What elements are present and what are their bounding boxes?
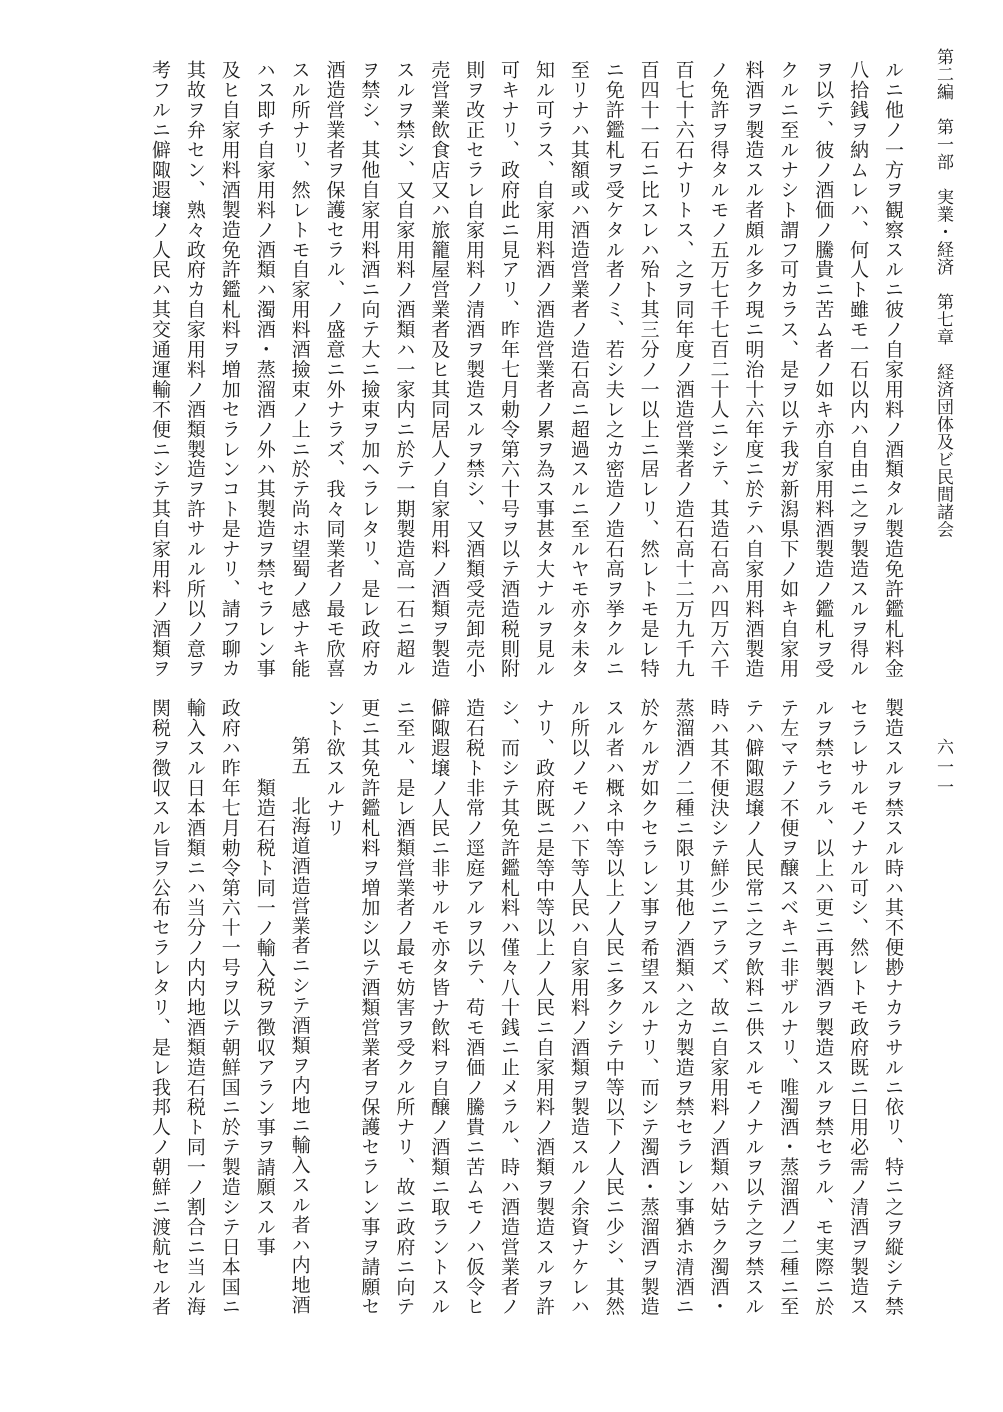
- text-line: 政府ハ昨年七月勅令第六十一号ヲ以テ朝鮮国ニ於テ製造シテ日本国ニ: [218, 698, 241, 1317]
- text-line: シ、而シテ其免許鑑札料ハ僅々八十銭ニ止メラル、時ハ酒造営業者ノ: [498, 698, 521, 1317]
- text-line: ル所以ノモノハ下等人民ハ自家用料ノ酒類ヲ製造スルノ余資ナケレハ: [567, 698, 590, 1317]
- text-line: 可キナリ、政府此ニ見アリ、昨年七月勅令第六十号ヲ以テ酒造税則附: [498, 60, 521, 679]
- text-line: 其故ヲ弁セン、熟々政府カ自家用料ノ酒類製造ヲ許サルル所以ノ意ヲ: [183, 60, 206, 679]
- text-line: ルヲ禁セラル、以上ハ更ニ再製酒ヲ製造スルヲ禁セラル、モ実際ニ於: [812, 698, 835, 1317]
- section-heading-continuation: 類造石税ト同一ノ輸入税ヲ徴収アラン事ヲ請願スル事: [253, 778, 276, 1257]
- text-line: 製造スルヲ禁スル時ハ其不便尠ナカラサルニ依リ、特ニ之ヲ縦シテ禁: [882, 698, 904, 1317]
- text-line: 百四十一石ニ比スレハ殆ト其三分ノ一以上ニ居レリ、然レトモ是レ特: [637, 60, 660, 679]
- text-line: 八拾銭ヲ納ムレハ、何人ト雖モ一石以内ハ自由ニ之ヲ製造スルヲ得ル: [847, 60, 870, 679]
- text-line: 則ヲ改正セラレ自家用料ノ清酒ヲ製造スルヲ禁シ、又酒類受売卸売小: [463, 60, 486, 679]
- page-number: 六一一: [933, 738, 953, 798]
- text-line: 売営業飲食店又ハ旅籠屋営業者及ヒ其同居人ノ自家用料ノ酒類ヲ製造: [428, 60, 451, 679]
- text-line: ント欲スルナリ: [323, 698, 346, 838]
- text-line: ヲ禁シ、其他自家用料酒ニ向テ大ニ撿束ヲ加ヘラレタリ、是レ政府カ: [358, 60, 381, 679]
- text-line: ノ免許ヲ得タルモノ五万七千七百二十人ニシテ、其造石高ハ四万六千: [707, 60, 730, 679]
- text-line: ヲ以テ、彼ノ酒価ノ騰貴ニ苦ム者ノ如キ亦自家用料酒製造ノ鑑札ヲ受: [812, 60, 835, 679]
- section-heading: 第五 北海道酒造営業者ニシテ酒類ヲ内地ニ輸入スル者ハ内地酒: [288, 736, 311, 1315]
- text-line: テ左マテノ不便ヲ醸スベキニ非ザルナリ、唯濁酒・蒸溜酒ノ二種ニ至: [777, 698, 800, 1317]
- text-line: 料酒ヲ製造スル者頗ル多ク現ニ明治十六年度ニ於テハ自家用料酒製造: [742, 60, 765, 679]
- text-line: 輸入スル日本酒類ニハ当分ノ内内地酒類造石税ト同一ノ割合ニ当ル海: [183, 698, 206, 1317]
- text-line: クルニ至ルナシト謂フ可カラス、是ヲ以テ我ガ新潟県下ノ如キ自家用: [777, 60, 800, 679]
- running-head: 第二編 第一部 実業・経済 第七章 経済団体及ビ民間諸会: [933, 48, 953, 538]
- text-line: 至リナハ其額或ハ酒造営業者ノ造石高ニ超過スルニ至ルヤモ亦タ未タ: [567, 60, 590, 679]
- text-line: 及ヒ自家用料酒製造免許鑑札料ヲ増加セラレンコト是ナリ、請フ聊カ: [218, 60, 241, 679]
- text-line: ニ至ル、是レ酒類営業者ノ最モ妨害ヲ受クル所ナリ、故ニ政府ニ向テ: [393, 698, 416, 1317]
- text-line: 於ケルガ如クセラレン事ヲ希望スルナリ、而シテ濁酒・蒸溜酒ヲ製造: [637, 698, 660, 1317]
- text-line: 僻陬遐壌ノ人民ニ非サルモ亦タ皆ナ飲料ヲ自醸ノ酒類ニ取ラントスル: [428, 698, 451, 1317]
- text-line: スルヲ禁シ、又自家用料ノ酒類ハ一家内ニ於テ一期製造高一石ニ超ル: [393, 60, 416, 679]
- text-line: 関税ヲ徴収スル旨ヲ公布セラレタリ、是レ我邦人ノ朝鮮ニ渡航セル者: [148, 698, 171, 1317]
- text-line: 酒造営業者ヲ保護セラル、ノ盛意ニ外ナラズ、我々同業者ノ最モ欣喜: [323, 60, 346, 679]
- text-line: ニ免許鑑札ヲ受ケタル者ノミ、若シ夫レ之カ密造ノ造石高ヲ挙クルニ: [602, 60, 625, 679]
- text-line: テハ僻陬遐壌ノ人民常ニ之ヲ飲料ニ供スルモノナルヲ以テ之ヲ禁スル: [742, 698, 765, 1317]
- text-line: ナリ、政府既ニ是等中等以上ノ人民ニ自家用料ノ酒類ヲ製造スルヲ許: [532, 698, 555, 1317]
- text-line: 更ニ其免許鑑札料ヲ増加シ以テ酒類営業者ヲ保護セラレン事ヲ請願セ: [358, 698, 381, 1317]
- text-line: 考フルニ僻陬遐壌ノ人民ハ其交通運輸不便ニシテ其自家用料ノ酒類ヲ: [148, 60, 171, 679]
- text-line: 知ル可ラス、自家用料酒ノ酒造営業者ノ累ヲ為ス事甚タ大ナルヲ見ル: [532, 60, 555, 679]
- text-line: 百七十六石ナリトス、之ヲ同年度ノ酒造営業者ノ造石高十二万九千九: [672, 60, 695, 679]
- text-line: 造石税ト非常ノ逕庭アルヲ以テ、苟モ酒価ノ騰貴ニ苦ムモノハ仮令ヒ: [463, 698, 486, 1317]
- text-line: ルニ他ノ一方ヲ観察スルニ彼ノ自家用料ノ酒類タル製造免許鑑札料金: [882, 60, 904, 679]
- text-line: 時ハ其不便決シテ鮮少ニアラズ、故ニ自家用料ノ酒類ハ姑ラク濁酒・: [707, 698, 730, 1317]
- text-line: セラレサルモノナル可シ、然レトモ政府既ニ日用必需ノ清酒ヲ製造ス: [847, 698, 870, 1317]
- text-line: スル所ナリ、然レトモ自家用料酒撿束ノ上ニ於テ尚ホ望蜀ノ感ナキ能: [288, 60, 311, 679]
- text-line: 蒸溜酒ノ二種ニ限リ其他ノ酒類ハ之カ製造ヲ禁セラレン事猶ホ清酒ニ: [672, 698, 695, 1317]
- text-line: ハス即チ自家用料ノ酒類ハ濁酒・蒸溜酒ノ外ハ其製造ヲ禁セラレン事: [253, 60, 276, 679]
- lower-text-block: [80, 698, 910, 1317]
- upper-text-block: [80, 60, 910, 679]
- text-line: スル者ハ概ネ中等以上ノ人民ニ多クシテ中等以下ノ人民ニ少シ、其然: [602, 698, 625, 1317]
